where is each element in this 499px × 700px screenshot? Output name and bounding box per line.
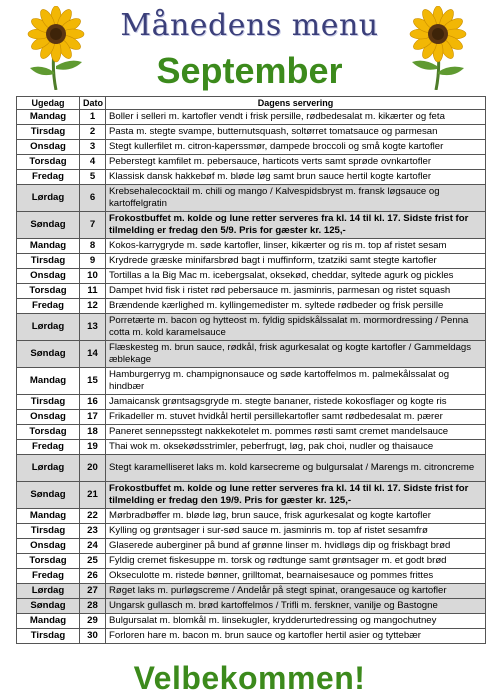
weekday-cell: Torsdag <box>17 554 80 569</box>
table-row <box>17 341 486 368</box>
date-cell: 22 <box>80 509 106 524</box>
menu-cell: Frokostbuffet m. kolde og lune retter serveres fra kl. 14 til kl. 17. Sidste frist for tilmelding er fredag den 5/9. Pris for gæster kr. 125,- <box>106 212 486 239</box>
menu-cell: Frikadeller m. stuvet hvidkål hertil persillekartofler samt rødbedesalat m. pærer <box>106 410 486 425</box>
weekday-cell: Mandag <box>17 509 80 524</box>
menu-cell: Glaserede auberginer på bund af grønne linser m. hvidløgs dip og friskbagt brød <box>106 539 486 554</box>
weekday-cell: Lørdag <box>17 584 80 599</box>
date-cell: 10 <box>80 269 106 284</box>
weekday-cell: Mandag <box>17 368 80 395</box>
weekday-cell: Søndag <box>17 341 80 368</box>
table-row <box>17 569 486 584</box>
table-row <box>17 509 486 524</box>
table-header-row <box>17 97 486 110</box>
menu-cell: Kokos-karrygryde m. søde kartofler, linser, kikærter og ris m. top af ristet sesam <box>106 239 486 254</box>
table-row <box>17 410 486 425</box>
menu-cell: Paneret sennepsstegt nakkekotelet m. pommes røsti samt cremet mandelsauce <box>106 425 486 440</box>
menu-cell: Stegt karamelliseret laks m. kold karsecreme og bulgursalat / Marengs m. citroncreme <box>106 455 486 482</box>
weekday-cell: Mandag <box>17 110 80 125</box>
menu-cell: Jamaicansk grøntsagsgryde m. stegte bananer, ristede kokosflager og kogte ris <box>106 395 486 410</box>
date-cell: 29 <box>80 614 106 629</box>
menu-cell: Brændende kærlighed m. kyllingemedister m. syltede rødbeder og frisk persille <box>106 299 486 314</box>
table-row <box>17 110 486 125</box>
date-cell: 2 <box>80 125 106 140</box>
weekday-cell: Lørdag <box>17 185 80 212</box>
weekday-cell: Mandag <box>17 614 80 629</box>
table-row <box>17 239 486 254</box>
table-row <box>17 185 486 212</box>
table-row <box>17 629 486 644</box>
weekday-cell: Mandag <box>17 239 80 254</box>
date-cell: 6 <box>80 185 106 212</box>
date-cell: 8 <box>80 239 106 254</box>
weekday-cell: Tirsdag <box>17 395 80 410</box>
weekday-cell: Onsdag <box>17 539 80 554</box>
table-row <box>17 455 486 482</box>
weekday-cell: Tirsdag <box>17 629 80 644</box>
page-title: Månedens menu <box>120 8 379 43</box>
menu-cell: Klassisk dansk hakkebøf m. bløde løg samt brun sauce hertil kogte kartofler <box>106 170 486 185</box>
date-cell: 18 <box>80 425 106 440</box>
weekday-cell: Fredag <box>17 299 80 314</box>
table-row <box>17 482 486 509</box>
table-row <box>17 584 486 599</box>
date-cell: 14 <box>80 341 106 368</box>
weekday-cell: Torsdag <box>17 425 80 440</box>
weekday-cell: Tirsdag <box>17 254 80 269</box>
menu-cell: Peberstegt kamfilet m. pebersauce, harticots verts samt sprøde ovnkartofler <box>106 155 486 170</box>
menu-cell: Hamburgerryg m. champignonsauce og søde kartoffelmos m. palmekålssalat og hindbær <box>106 368 486 395</box>
date-cell: 28 <box>80 599 106 614</box>
table-row <box>17 539 486 554</box>
table-row <box>17 212 486 239</box>
weekday-cell: Lørdag <box>17 314 80 341</box>
menu-table-body <box>17 110 486 644</box>
menu-cell: Ungarsk gullasch m. brød kartoffelmos / Trifli m. ferskner, vanilje og Bastogne <box>106 599 486 614</box>
date-cell: 13 <box>80 314 106 341</box>
menu-table <box>16 96 486 644</box>
table-row <box>17 614 486 629</box>
date-cell: 4 <box>80 155 106 170</box>
menu-cell: Flæskesteg m. brun sauce, rødkål, frisk agurkesalat og kogte kartofler / Gammeldags æblekage <box>106 341 486 368</box>
menu-cell: Krydrede græske minifarsbrød bagt i muffinform, tzatziki samt stegte kartofler <box>106 254 486 269</box>
table-row <box>17 314 486 341</box>
menu-cell: Okseculotte m. ristede bønner, grilltomat, bearnaisesauce og pommes frittes <box>106 569 486 584</box>
menu-cell: Fyldig cremet fiskesuppe m. torsk og rødtunge samt grøntsager m. et godt brød <box>106 554 486 569</box>
table-row <box>17 269 486 284</box>
column-header-weekday: Ugedag <box>17 97 80 110</box>
weekday-cell: Fredag <box>17 569 80 584</box>
menu-cell: Mørbradbøffer m. bløde løg, brun sauce, frisk agurkesalat og kogte kartofler <box>106 509 486 524</box>
menu-cell: Røget laks m. purløgscreme / Andelår på stegt spinat, orangesauce og kartofler <box>106 584 486 599</box>
table-row <box>17 368 486 395</box>
menu-cell: Kylling og grøntsager i sur-sød sauce m. jasminris m. top af ristet sesamfrø <box>106 524 486 539</box>
menu-cell: Stegt kullerfilet m. citron-kaperssmør, dampede broccoli og små kogte kartofler <box>106 140 486 155</box>
table-row <box>17 170 486 185</box>
menu-cell: Krebsehalecocktail m. chili og mango / Kalvespidsbryst m. fransk løgsauce og kartoffelgratin <box>106 185 486 212</box>
table-row <box>17 140 486 155</box>
weekday-cell: Søndag <box>17 212 80 239</box>
date-cell: 7 <box>80 212 106 239</box>
table-row <box>17 155 486 170</box>
date-cell: 17 <box>80 410 106 425</box>
menu-cell: Porretærte m. bacon og hytteost m. fyldig spidskålssalat m. mormordressing / Penna cotta m. kold karamelsauce <box>106 314 486 341</box>
weekday-cell: Onsdag <box>17 140 80 155</box>
menu-cell: Frokostbuffet m. kolde og lune retter serveres fra kl. 14 til kl. 17. Sidste frist for tilmelding er fredag den 19/9. Pris for gæster kr. 125,- <box>106 482 486 509</box>
table-row <box>17 395 486 410</box>
table-row <box>17 524 486 539</box>
weekday-cell: Torsdag <box>17 284 80 299</box>
table-row <box>17 284 486 299</box>
date-cell: 24 <box>80 539 106 554</box>
table-row <box>17 125 486 140</box>
menu-cell: Tortillas a la Big Mac m. icebergsalat, oksekød, cheddar, syltede agurk og pickles <box>106 269 486 284</box>
date-cell: 25 <box>80 554 106 569</box>
menu-cell: Forloren hare m. bacon m. brun sauce og kartofler hertil asier og tyttebær <box>106 629 486 644</box>
menu-cell: Pasta m. stegte svampe, butternutsquash, soltørret tomatsauce og parmesan <box>106 125 486 140</box>
closing-greeting: Velbekommen! <box>133 660 366 696</box>
weekday-cell: Onsdag <box>17 269 80 284</box>
menu-cell: Thai wok m. oksekødsstrimler, peberfrugt, løg, pak choi, nudler og thaisauce <box>106 440 486 455</box>
table-row <box>17 440 486 455</box>
date-cell: 27 <box>80 584 106 599</box>
date-cell: 3 <box>80 140 106 155</box>
date-cell: 30 <box>80 629 106 644</box>
menu-cell: Boller i selleri m. kartofler vendt i frisk persille, rødbedesalat m. kikærter og feta <box>106 110 486 125</box>
date-cell: 19 <box>80 440 106 455</box>
month-title: September <box>156 50 343 91</box>
menu-cell: Dampet hvid fisk i ristet rød pebersauce m. jasminris, parmesan og ristet squash <box>106 284 486 299</box>
date-cell: 20 <box>80 455 106 482</box>
table-row <box>17 599 486 614</box>
weekday-cell: Søndag <box>17 599 80 614</box>
date-cell: 1 <box>80 110 106 125</box>
date-cell: 9 <box>80 254 106 269</box>
column-header-menu: Dagens servering <box>106 97 486 110</box>
table-row <box>17 299 486 314</box>
date-cell: 16 <box>80 395 106 410</box>
date-cell: 15 <box>80 368 106 395</box>
weekday-cell: Tirsdag <box>17 125 80 140</box>
menu-cell: Bulgursalat m. blomkål m. linsekugler, krydderurtedressing og mangochutney <box>106 614 486 629</box>
date-cell: 26 <box>80 569 106 584</box>
weekday-cell: Fredag <box>17 170 80 185</box>
column-header-date: Dato <box>80 97 106 110</box>
date-cell: 23 <box>80 524 106 539</box>
weekday-cell: Tirsdag <box>17 524 80 539</box>
date-cell: 21 <box>80 482 106 509</box>
table-row <box>17 254 486 269</box>
weekday-cell: Søndag <box>17 482 80 509</box>
weekday-cell: Torsdag <box>17 155 80 170</box>
table-row <box>17 425 486 440</box>
date-cell: 12 <box>80 299 106 314</box>
weekday-cell: Fredag <box>17 440 80 455</box>
date-cell: 5 <box>80 170 106 185</box>
weekday-cell: Onsdag <box>17 410 80 425</box>
table-row <box>17 554 486 569</box>
date-cell: 11 <box>80 284 106 299</box>
weekday-cell: Lørdag <box>17 455 80 482</box>
